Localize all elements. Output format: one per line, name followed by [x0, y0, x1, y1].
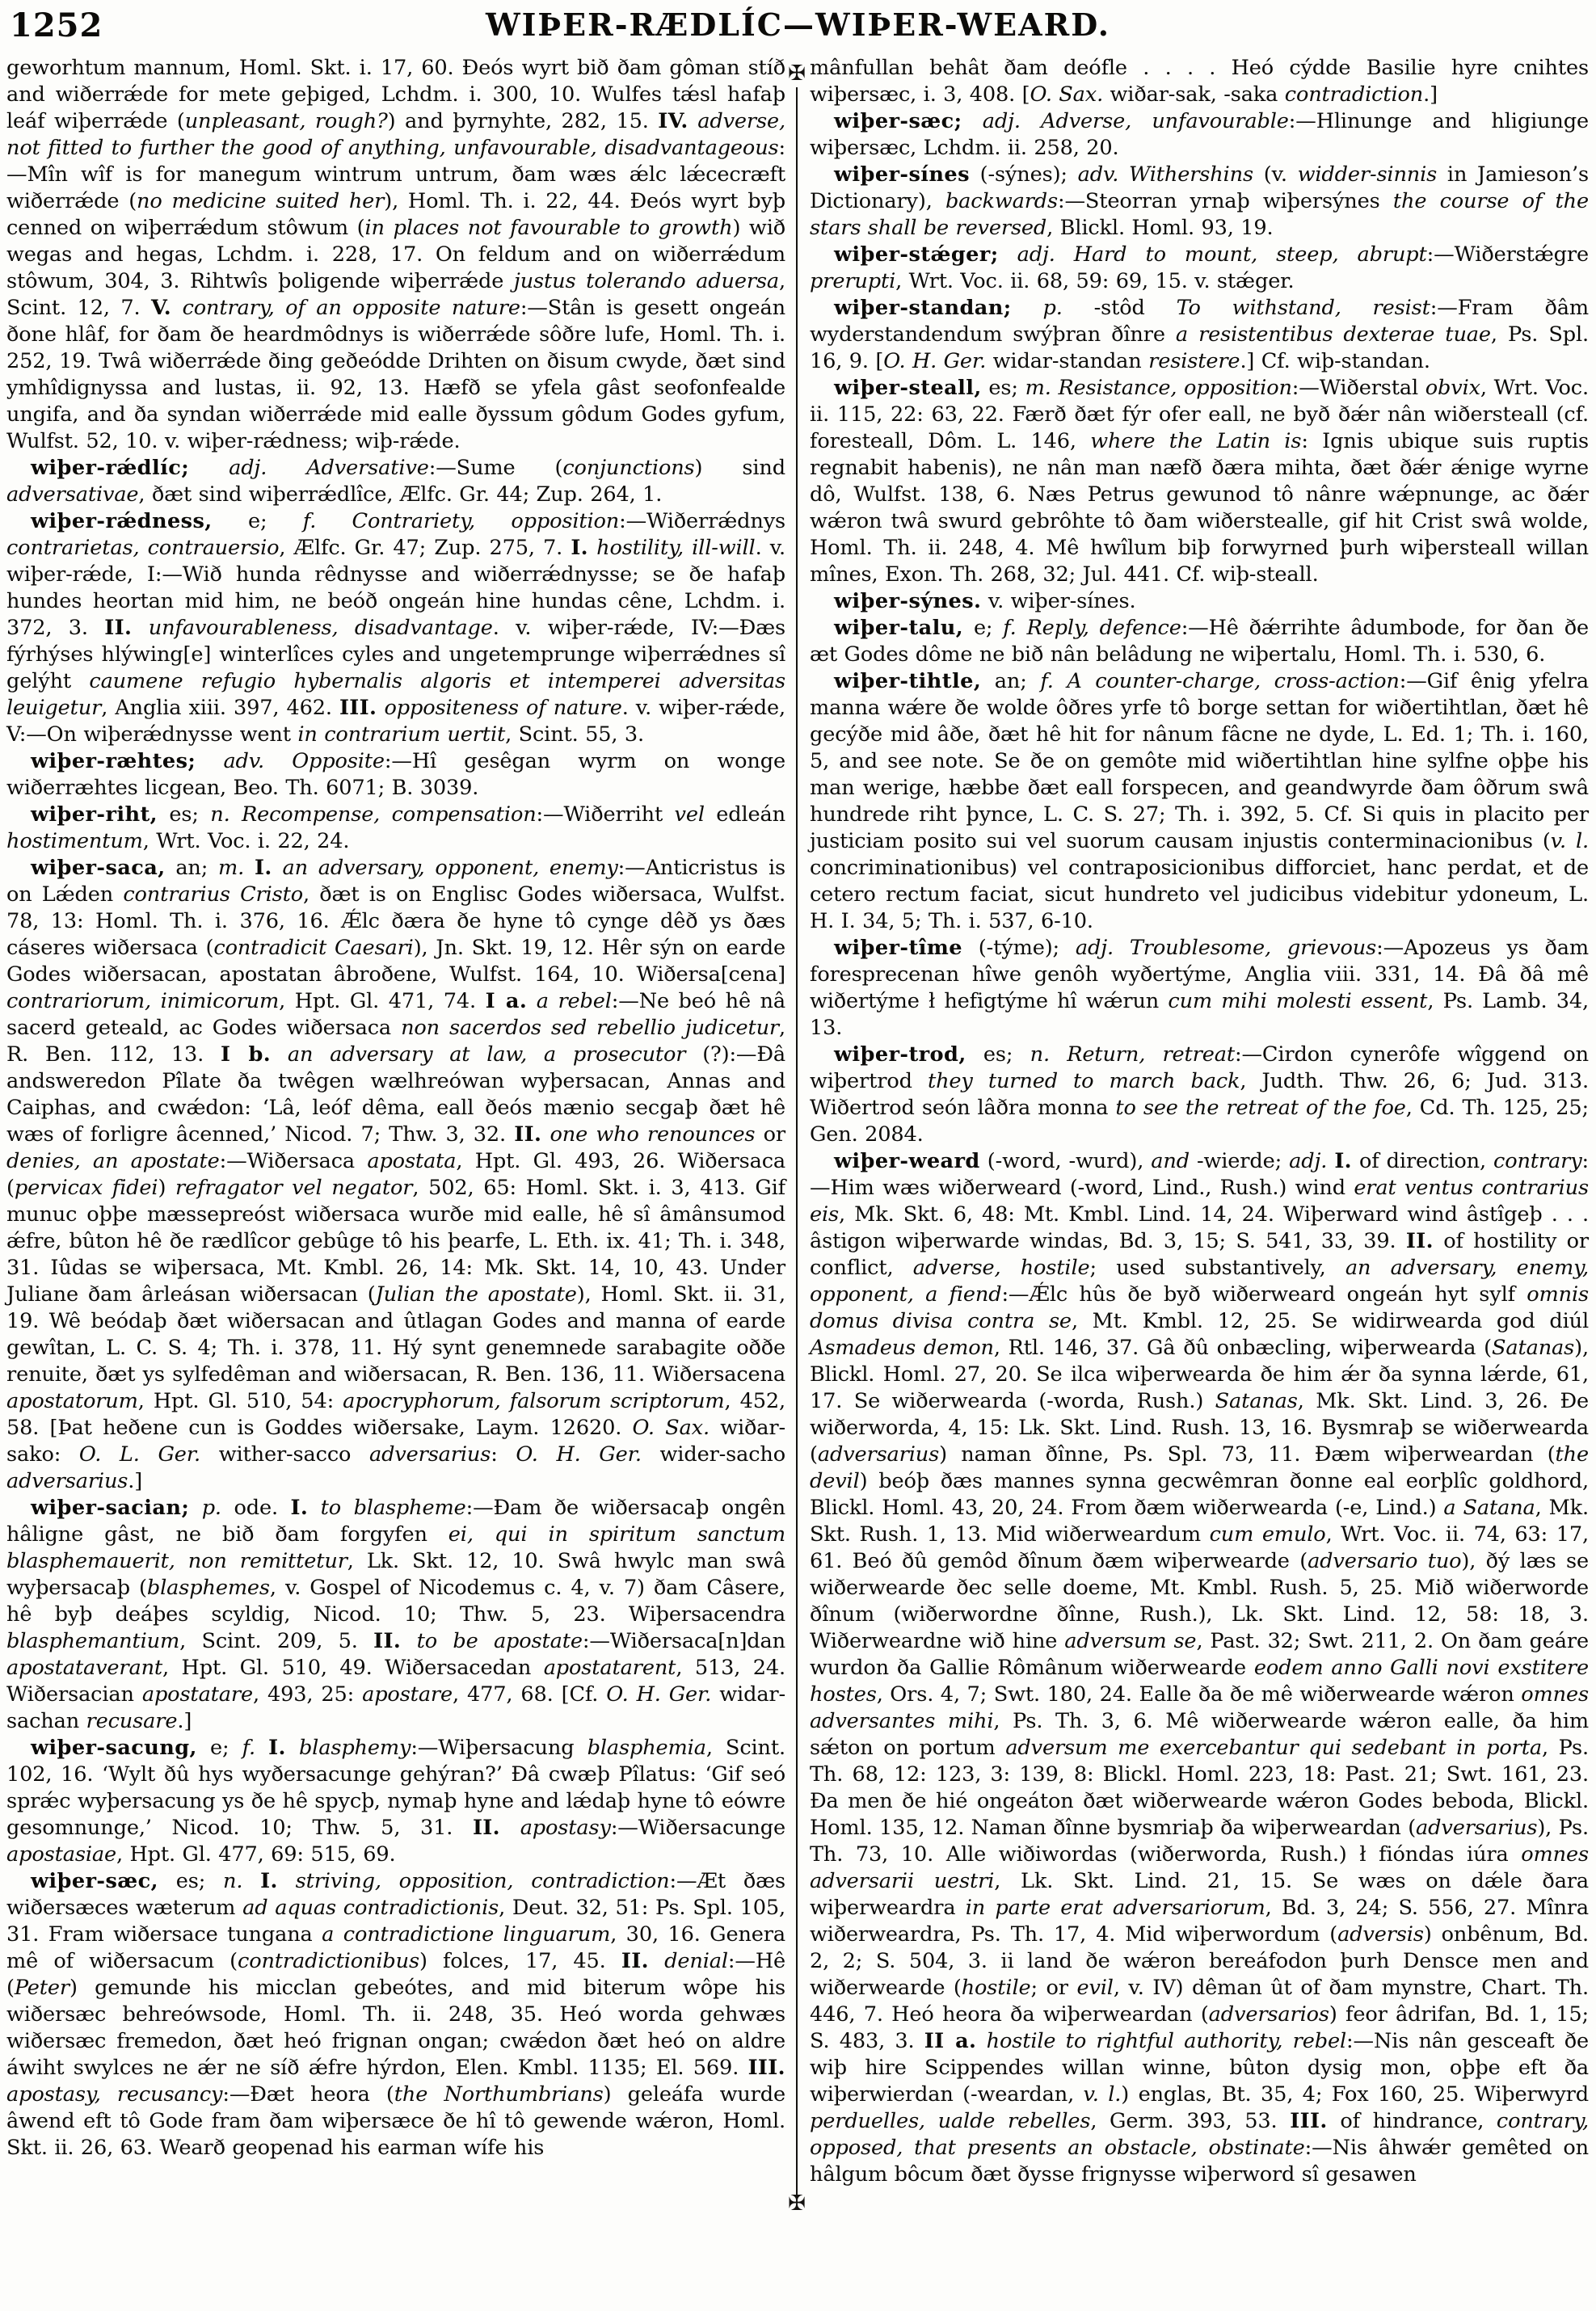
dictionary-entry: wiþer-tihtle, an; f. A counter-charge, cross-action:—Gif ênig yfelra manna wǽre ðe wolde ôðres yrfe tô borge settan for wiðertihtlan, ðæt hê gecýðe mid âðe, ðæt hê hit for nânum fâcne ne dyde, L. Ed. 1; Th. i. 160, 5, and see note. Se ðe on gemôte mid wiðertihtlan hine sylfne oþþe his man werige, hæbbe ðæt eall forspecen, and geandwyrde ðam ôðrum swâ hundrede riht þynce, L. C. S. 27; Th. i. 392, 5. Cf. Si quis in placito per justiciam posito sui vel suorum causam injustis conterminacionibus (v. l. concriminationibus) vel contraposicionibus difforciet, hanc perdat, et de cetero rectum faciat, sicut hundreto vel judicibus videbitur ydoneum, L. H. I. 34, 5; Th. i. 537, 6-10. [810, 669, 1589, 933]
dictionary-entry: wiþer-standan; p. -stôd To withstand, resist:—Fram ðâm wyderstandendum swýþran ðînre a resistentibus dexterae tuae, Ps. Spl. 16, 9. [O. H. Ger. widar-standan resistere.] Cf. wiþ-standan. [810, 296, 1589, 373]
right-column [810, 55, 1589, 2188]
dictionary-entry: wiþer-weard (-word, -wurd), and -wierde; adj. I. of direction, contrary:—Him wæs wiðerweard (-word, Lind., Rush.) wind erat ventus contrarius eis, Mk. Skt. 6, 48: Mt. Kmbl. Lind. 14, 24. Wiþerward wind âstîgeþ . . . âstigon wiþerwarde windas, Bd. 3, 15; S. 541, 33, 39. II. of hostility or conflict, adverse, hostile; used substantively, an adversary, enemy, opponent, a fiend:—Ǽlc hûs ðe byð wiðerweard ongeán hyt sylf omnis domus divisa contra se, Mt. Kmbl. 12, 25. Se widirwearda god diúl Asmadeus demon, Rtl. 146, 37. Gâ ðû onbæcling, wiþerwearda (Satanas), Blickl. Homl. 27, 20. Se ilca wiþerwearda ðe him ǽr ða synna lǽrde, 61, 17. Se wiðerwearda (-worda, Rush.) Satanas, Mk. Skt. Lind. 3, 26. Ðe wiðerworda, 4, 15: Lk. Skt. Lind. Rush. 13, 16. Bysmraþ se wiðerwearda (adversarius) naman ðînne, Ps. Spl. 73, 11. Ðæm wiþerweardan (the devil) beóþ ðæs mannes synna gecwêmran ðonne eal eorþlîc goldhord, Blickl. Homl. 43, 20, 24. From ðæm wiðerwearda (-e, Lind.) a Satana, Mk. Skt. Rush. 1, 13. Mid wiðerweardum cum emulo, Wrt. Voc. ii. 74, 63: 17, 61. Beó ðû gemôd ðînum ðæm wiþerwearde (adversario tuo), ðý læs se wiðerwearde ðec selle doeme, Mt. Kmbl. Rush. 5, 25. Mið wiðerworde ðînum (wiðerwordne ðînne, Rush.), Lk. Skt. Lind. 12, 58: 18, 3. Wiðerweardne wið hine adversum se, Past. 32; Swt. 211, 2. On ðam geáre wurdon ða Gallie Rômânum wiðerwearde eodem anno Galli novi exstitere hostes, Ors. 4, 7; Swt. 180, 24. Ealle ða ðe mê wiðerwearde wǽron omnes adversantes mihi, Ps. Th. 3, 6. Mê wiðerwearde wǽron ealle, ða him sǽton on portum adversum me exercebantur qui sedebant in porta, Ps. Th. 68, 12: 123, 3: 139, 8: Blickl. Homl. 223, 18: Past. 21; Swt. 161, 23. Ða men ðe hié ongeáton ðæt wiðerwearde wǽron Godes beboda, Blickl. Homl. 135, 12. Naman ðînne bysmriaþ ða wiþerweardan (adversarius), Ps. Th. 73, 10. Alle wiðiwordas (wiðerworda, Rush.) ł fióndas iúra omnes adversarii uestri, Lk. Skt. Lind. 21, 15. Se wæs on dǽle ðara wiþerweardra in parte erat adversariorum, Bd. 3, 24; S. 556, 27. Mînra wiðerweardra, Ps. Th. 17, 4. Mid wiþerwordum (adversis) onbênum, Bd. 2, 2; S. 504, 3. ii land ðe wǽron bereáfodon þurh Densce men and wiðerwearde (hostile; or evil, v. IV) dêman ût of ðam mynstre, Chart. Th. 446, 7. Heó heora ða wiþerweardan (adversarios) feor âdrifan, Bd. 1, 15; S. 483, 3. II a. hostile to rightful authority, rebel:—Nis nân gesceaft ðe wiþ hire Scippendes willan winne, bûton dysig mon, oþþe eft ða wiþerwierdan (-weardan, v. l.) englas, Bt. 35, 4; Fox 160, 25. Wiþerwyrd perduelles, ualde rebelles, Germ. 393, 53. III. of hindrance, contrary, opposed, that presents an obstacle, obstinate:—Nis âhwǽr gemêted on hâlgum bôcum ðæt ðysse frignysse wiþerword sî gesawen [810, 1149, 1590, 2187]
left-column [6, 55, 785, 2162]
dictionary-entry: wiþer-rǽdness, e; f. Contrariety, opposition:—Wiðerrǽdnys contrarietas, contrauersio, Ælfc. Gr. 47; Zup. 275, 7. I. hostility, ill-will. v. wiþer-rǽde, I:—Wið hunda rêdnysse and wiðerrǽdnysse; se ðe hafaþ hundes heortan mid him, ne beóð ongeán hine hundas cêne, Lchdm. i. 372, 3. II. unfavourableness, disadvantage. v. wiþer-rǽde, IV:—Ðæs fýrhýses hlýwing[e] winterlîces cyles and ungetemprunge wiþerrǽdnes sî gelýht caumene refugio hybernalis algoris et intemperei adversitas leuigetur, Anglia xiii. 397, 462. III. oppositeness of nature. v. wiþer-rǽde, V:—On wiþerǽdnysse went in contrarium uertit, Scint. 55, 3. [6, 509, 786, 747]
dictionary-entry: wiþer-stǽger; adj. Hard to mount, steep, abrupt:—Wiðerstǽgre prerupti, Wrt. Voc. ii. 68, 59: 69, 15. v. stǽger. [810, 242, 1589, 293]
dictionary-entry: wiþer-sæc, es; n. I. striving, opposition, contradiction:—Æt ðæs wiðersæces wæterum ad aquas contradictionis, Deut. 32, 51: Ps. Spl. 105, 31. Fram wiðersace tungana a contradictione linguarum, 30, 16. Genera mê of wiðersacum (contradictionibus) folces, 17, 45. II. denial:—Hê (Peter) gemunde his micclan gebeótes, and mid biterum wôpe his wiðersæc behreówsode, Homl. Th. ii. 248, 35. Heó worda gehwæs wiðersæc fremedon, ðæt heó frignan ongan; cwǽdon ðæt heó on aldre áwiht swylces ne ǽr ne síð ǽfre hýrdon, Elen. Kmbl. 1135; El. 569. III. apostasy, recusancy:—Ðæt heora (the Northumbrians) geleáfa wurde âwend eft tô Gode fram ðam wiþersæce ðe hî tô gewende wǽron, Homl. Skt. ii. 26, 63. Wearð geopenad his earman wífe his [6, 1869, 786, 2160]
dictionary-entry: wiþer-sæc; adj. Adverse, unfavourable:—Hlinunge and hligiunge wiþersæc, Lchdm. ii. 258, 20. [810, 109, 1589, 160]
dictionary-entry: wiþer-sacung, e; f. I. blasphemy:—Wiþersacung blasphemia, Scint. 102, 16. ‘Wylt ðû hys wyðersacunge gehýran?’ Ðâ cwæþ Pîlatus: ‘Gif seó sprǽc wyþersacung ys ðe hê spycþ, nymaþ hyne and lǽdaþ hyne tô eówre gesomnunge,’ Nicod. 10; Thw. 5, 31. II. apostasy:—Wiðersacunge apostasiae, Hpt. Gl. 477, 69: 515, 69. [6, 1736, 785, 1867]
dictionary-entry: wiþer-rǽdlíc; adj. Adversative:—Sume (conjunctions) sind adversativae, ðæt sind wiþerrǽdlîce, Ælfc. Gr. 44; Zup. 264, 1. [6, 456, 785, 507]
dictionary-entry: wiþer-steall, es; m. Resistance, opposition:—Wiðerstal obvix, Wrt. Voc. ii. 115, 22: 63, 22. Færð ðæt fýr ofer eall, ne byð ðǽr nân wiðersteall (cf. foresteall, Dôm. L. 146, where the Latin is: Ignis ubique suis ruptis regnabit habenis), ne nân man næfð ðæra mihta, ðæt ðǽr ǽnige wyrne dô, Wulfst. 138, 6. Næs Petrus gewunod tô nânre wǽpnunge, ac ðǽr wǽron twâ swurd gebrôhte tô ðam wiðerstealle, gif hit Crist swâ wolde, Homl. Th. ii. 248, 4. Mê hwîlum biþ forwyrned þurh wiþersteall willan mînes, Exon. Th. 268, 32; Jul. 441. Cf. wiþ-steall. [810, 376, 1589, 587]
dictionary-entry: wiþer-sínes (-sýnes); adv. Withershins (v. widder-sinnis in Jamieson’s Dictionary), backwards:—Steorran yrnaþ wiþersýnes the course of the stars shall be reversed, Blickl. Homl. 93, 19. [810, 162, 1589, 240]
running-title: WIÞER-RÆDLÍC—WIÞER-WEARD. [485, 6, 1111, 43]
dictionary-entry: wiþer-sacian; p. ode. I. to blaspheme:—Ðam ðe wiðersacaþ ongên hâligne gâst, ne bið ðam forgyfen ei, qui in spiritum sanctum blasphemauerit, non remittetur, Lk. Skt. 12, 10. Swâ hwylc man swâ wyþersacaþ (blasphemes, v. Gospel of Nicodemus c. 4, v. 7) ðam Câsere, hê byþ deáþes scyldig, Nicod. 10; Thw. 5, 23. Wiþersacendra blasphemantium, Scint. 209, 5. II. to be apostate:—Wiðersaca[n]dan apostataverant, Hpt. Gl. 510, 49. Wiðersacedan apostatarent, 513, 24. Wiðersacian apostatare, 493, 25: apostare, 477, 68. [Cf. O. H. Ger. widar-sachan recusare.] [6, 1496, 786, 1733]
column-divider-rule [796, 87, 798, 2196]
printers-cross-ornament-top: ✠ [788, 61, 806, 86]
dictionary-entry: wiþer-talu, e; f. Reply, defence:—Hê ðǽrrihte âdumbode, for ðan ðe æt Godes dôme ne bið nân belâdung ne wiþertalu, Homl. Th. i. 530, 6. [810, 616, 1589, 667]
continued-entry-text: geworhtum mannum, Homl. Skt. i. 17, 60. Ðeós wyrt bið ðam gôman stíð and wiðerrǽde for mete geþiged, Lchdm. i. 300, 10. Wulfes tǽsl hafaþ leáf wiþerrǽde (unpleasant, rough?) and þyrnyhte, 282, 15. IV. adverse, not fitted to further the good of anything, unfavourable, disadvantageous:—Mîn wîf is for manegum wintrum untrum, ðam wæs ǽlc lǽcecræft wiðerrǽde (no medicine suited her), Homl. Th. i. 22, 44. Ðeós wyrt byþ cenned on wiþerrǽdum stôwum (in places not favourable to growth) wið wegas and hegas, Lchdm. i. 228, 17. On feldum and on wiðerrǽdum stôwum, 304, 3. Rihtwîs þoligende wiþerrǽde justus tolerando aduersa, Scint. 12, 7. V. contrary, of an opposite nature:—Stân is gesett ongeán ðone hlâf, for ðam ðe heardmôdnys is wiðerrǽde sôðre lufe, Homl. Th. i. 252, 19. Twâ wiðerrǽde ðing geðeódde Drihten on ðisum cwyde, ðæt sind ymhîdignyssa and lustas, ii. 92, 13. Hæfð se yfela gâst seofonfealde ungifa, and ða syndan wiðerrǽde mid ealle ðyssum gôdum Godes gyfum, Wulfst. 52, 10. v. wiþer-rǽdness; wiþ-rǽde. [6, 56, 786, 453]
dictionary-entry: wiþer-trod, es; n. Return, retreat:—Cirdon cynerôfe wîggend on wiþertrod they turned to march back, Judth. Thw. 26, 6; Jud. 313. Wiðertrod seón lâðra monna to see the retreat of the foe, Cd. Th. 125, 25; Gen. 2084. [810, 1042, 1589, 1147]
dictionary-entry: wiþer-tîme (-týme); adj. Troublesome, grievous:—Apozeus ys ðam foresprecenan hîwe genôh wyðertýme, Anglia viii. 331, 14. Ðâ ðâ mê wiðertýme ł hefigtýme hî wǽrun cum mihi molesti essent, Ps. Lamb. 34, 13. [810, 936, 1589, 1040]
dictionary-entry: wiþer-riht, es; n. Recompense, compensation:—Wiðerriht vel edleán hostimentum, Wrt. Voc. i. 22, 24. [6, 802, 785, 853]
page-number: 1252 [10, 6, 103, 44]
printers-cross-ornament-bottom: ✠ [788, 2191, 806, 2216]
continued-entry-text: mânfullan behât ðam deófle . . . . Heó cýdde Basilie hyre cnihtes wiþersæc, i. 3, 408. [O. Sax. wiðar-sak, -saka contradiction.] [810, 56, 1589, 107]
dictionary-entry: wiþer-saca, an; m. I. an adversary, opponent, enemy:—Anticristus is on Lǽden contrarius Cristo, ðæt is on Englisc Godes wiðersaca, Wulfst. 78, 13: Homl. Th. i. 376, 16. Ǽlc ðæra ðe hyne tô cynge dêð ys ðæs cáseres wiðersaca (contradicit Caesari), Jn. Skt. 19, 12. Hêr sýn on earde Godes wiðersacan, apostatan âbroðene, Wulfst. 164, 10. Wiðersa[cena] contrariorum, inimicorum, Hpt. Gl. 471, 74. I a. a rebel:—Ne beó hê nâ sacerd geteald, ac Godes wiðersaca non sacerdos sed rebellio judicetur, R. Ben. 112, 13. I b. an adversary at law, a prosecutor (?):—Ðâ andsweredon Pîlate ða twêgen wælhreówan wyþersacan, Annas and Caiphas, and cwǽdon: ‘Lâ, leóf dêma, eall ðeós mænio secgaþ ðæt hê wæs of forligre âcenned,’ Nicod. 7; Thw. 3, 32. II. one who renounces or denies, an apostate:—Wiðersaca apostata, Hpt. Gl. 493, 26. Wiðersaca (pervicax fidei) refragator vel negator, 502, 65: Homl. Skt. i. 3, 413. Gif munuc oþþe mæssepreóst wiðersaca wurðe mid ealle, hê sî âmânsumod ǽfre, bûton hê ðe rædlîcor gebûge tô his þearfe, L. Eth. ix. 41; Th. i. 348, 31. Iûdas se wiþersaca, Mt. Kmbl. 26, 14: Mk. Skt. 14, 10, 43. Under Juliane ðam ârleásan wiðersacan (Julian the apostate), Homl. Skt. ii. 31, 19. Wê beódaþ ðæt wiðersacan and ûtlagan Godes and manna of earde gewîtan, L. C. S. 4; Th. i. 378, 11. Hý synt genemnede sarabagite oððe renuite, ðæt ys sylfedêman and wiðersacan, R. Ben. 136, 11. Wiðersacena apostatorum, Hpt. Gl. 510, 54: apocryphorum, falsorum scriptorum, 452, 58. [Þat heðene cun is Goddes wiðersake, Laym. 12620. O. Sax. wiðar-sako: O. L. Ger. wither-sacco adversarius: O. H. Ger. wider-sacho adversarius.] [6, 856, 786, 1493]
dictionary-entry: wiþer-sýnes. v. wiþer-sínes. [834, 589, 1136, 613]
dictionary-entry: wiþer-ræhtes; adv. Opposite:—Hî gesêgan wyrm on wonge wiðerræhtes licgean, Beo. Th. 6071; B. 3039. [6, 749, 785, 800]
